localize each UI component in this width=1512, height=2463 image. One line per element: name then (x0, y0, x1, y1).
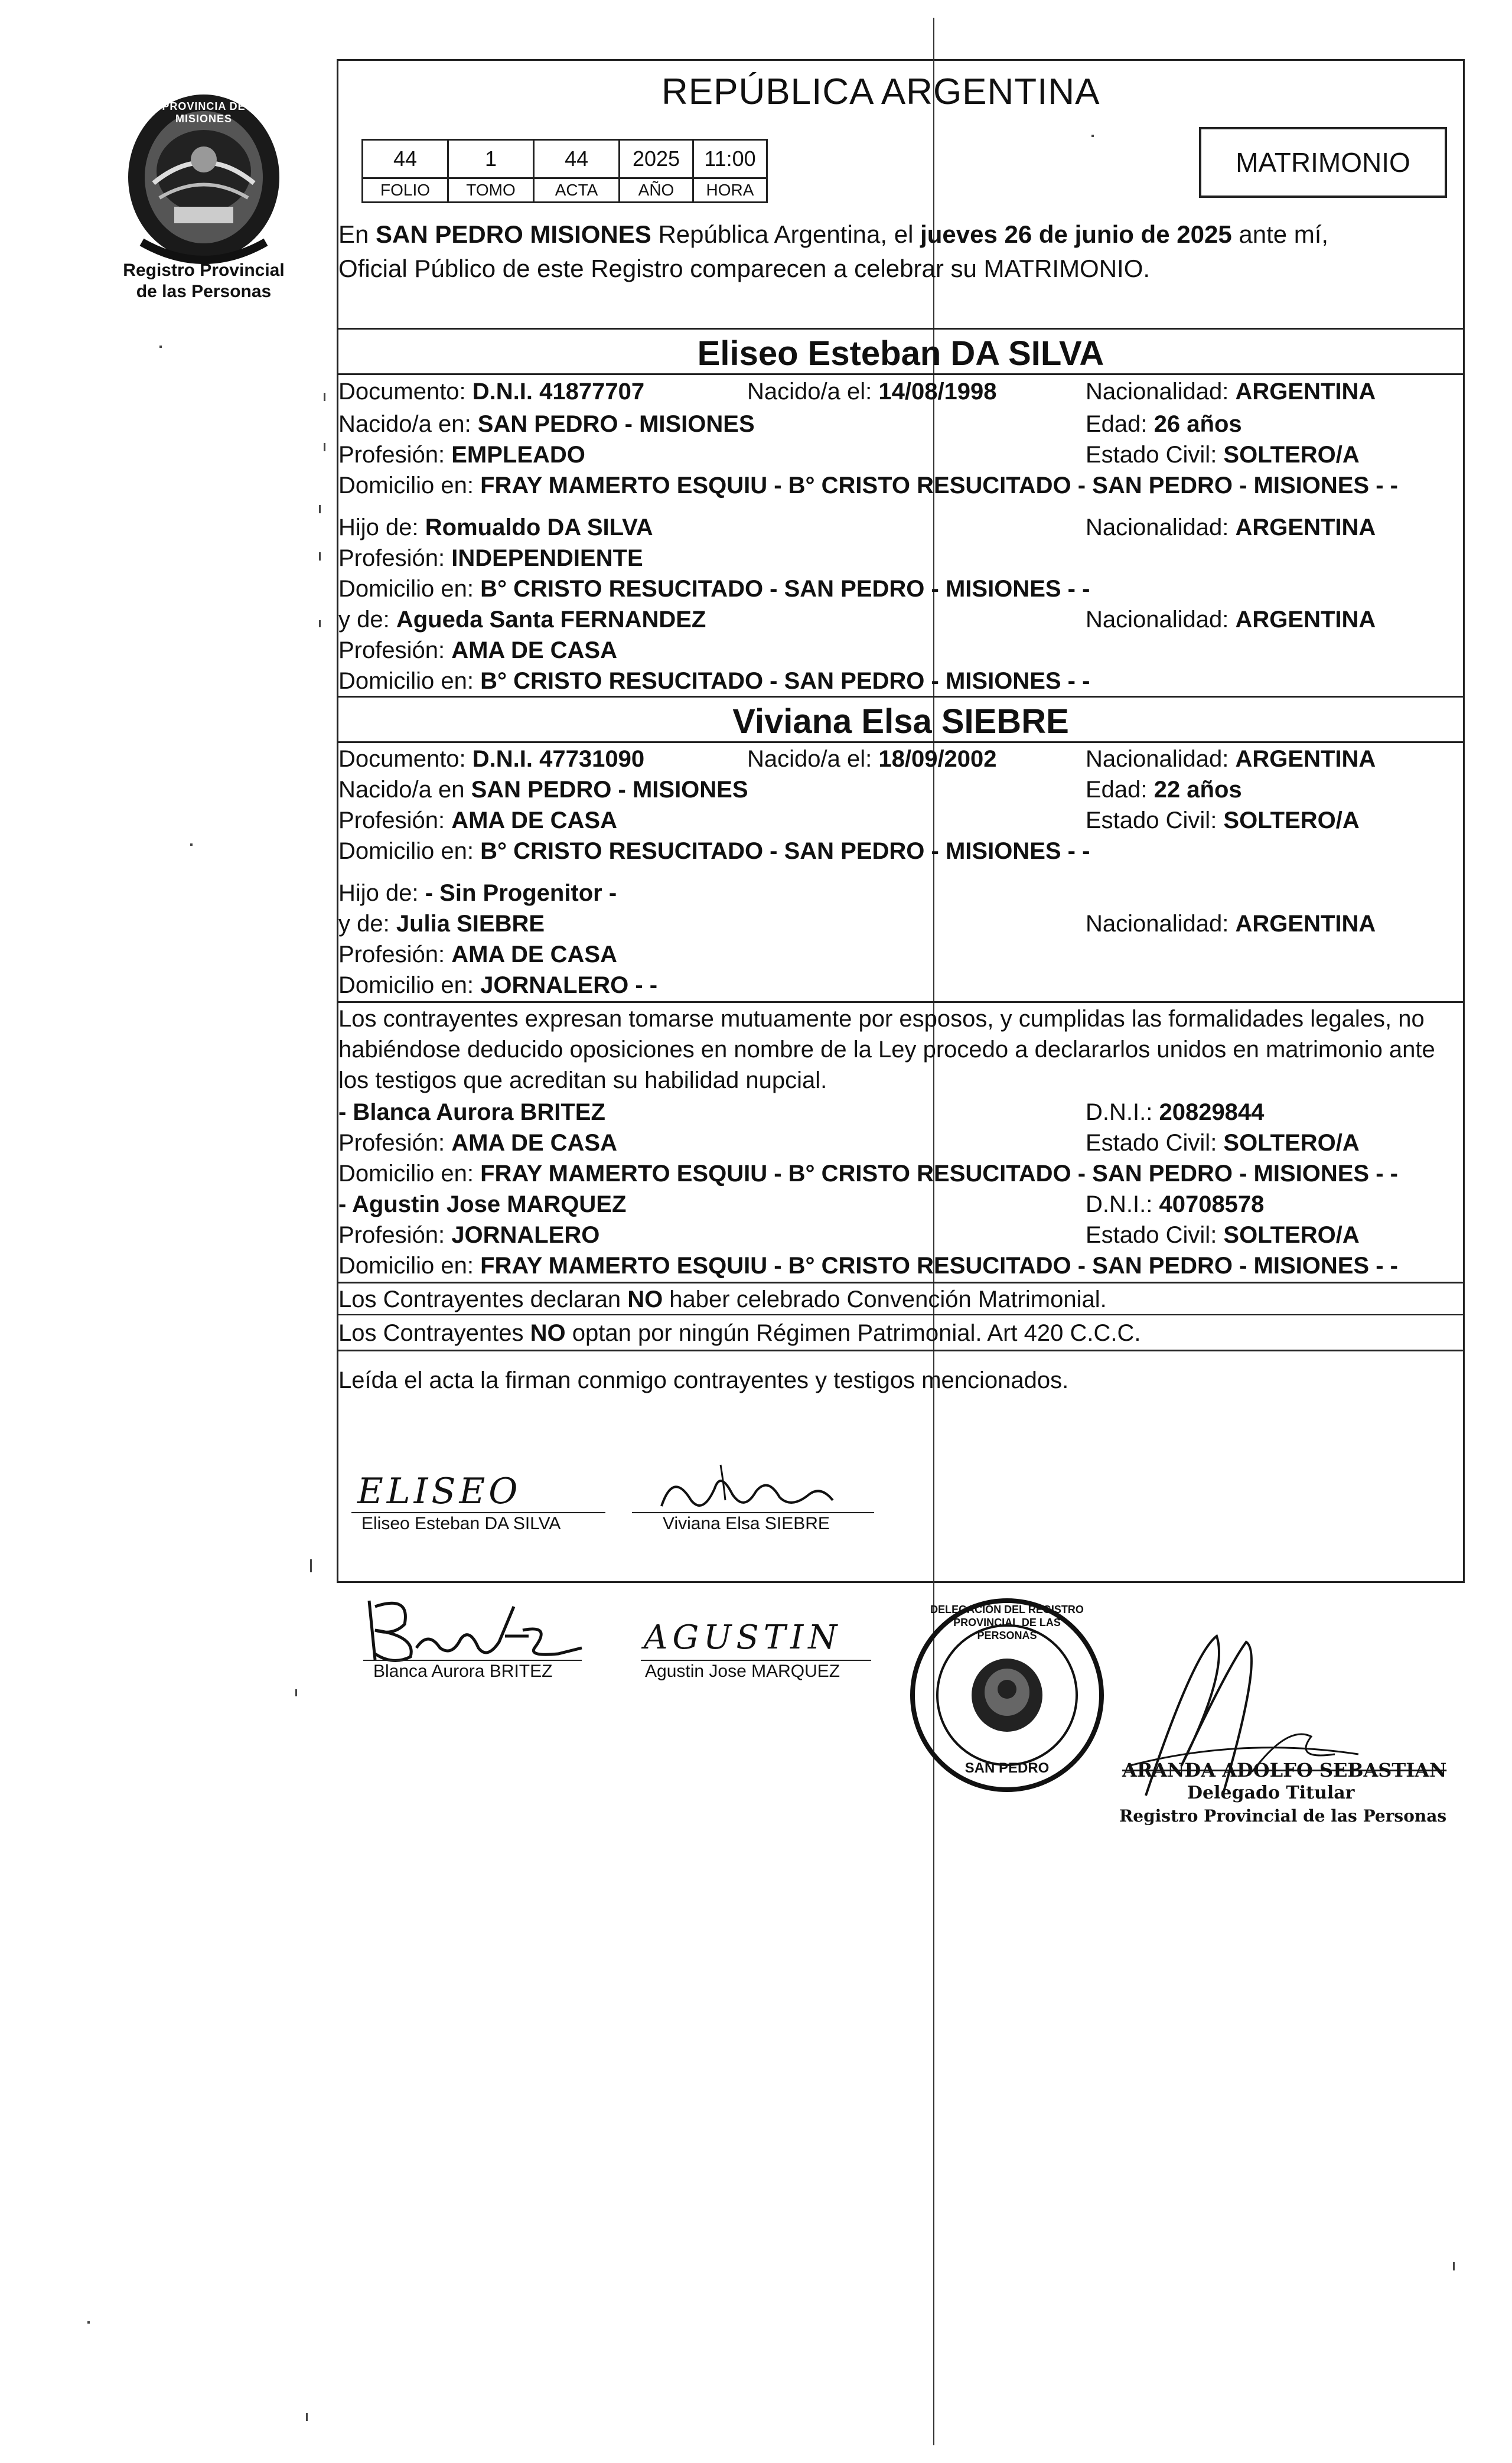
registry-name-line1: Registro Provincial (123, 260, 285, 280)
regime-note-no: NO (530, 1320, 566, 1346)
intro-text-c: ante mí, (1231, 220, 1329, 248)
signature-line-agustin (641, 1660, 871, 1661)
spouse1-mother-label: y de: (338, 607, 396, 633)
scan-speck (190, 843, 193, 846)
spouse2-profession (338, 806, 617, 835)
witness2-prof-value: JORNALERO (451, 1222, 600, 1248)
spouse1-father-address (338, 574, 1090, 604)
record-hour-value: 11:00 (693, 140, 767, 178)
record-year-value: 2025 (620, 140, 693, 178)
spouse1-prof-label: Profesión: (338, 442, 452, 468)
spouse1-father-value: Romualdo DA SILVA (425, 514, 653, 540)
scan-speck (319, 620, 321, 627)
record-hour-label: HORA (693, 178, 767, 203)
spouse1-father-prof-label: Profesión: (338, 545, 452, 571)
signature-blanca (357, 1583, 594, 1672)
spouse2-doc-label: Documento: (338, 746, 472, 772)
spouse1-father (338, 513, 653, 542)
witness2-prof-label: Profesión: (338, 1222, 452, 1248)
read-note: Leída el acta la firman conmigo contrayentes y testigos mencionados. (338, 1367, 1069, 1393)
spouse2-mother (338, 909, 545, 939)
divider-spouse2 (337, 741, 1465, 743)
spouse2-born-value: SAN PEDRO - MISIONES (471, 777, 748, 803)
signature-line-viviana (632, 1512, 874, 1513)
witness1-dni (1086, 1097, 1264, 1127)
spouse1-doc-value: D.N.I. 41877707 (472, 379, 645, 405)
spouse2-nationality (1086, 744, 1376, 774)
witness2-addr-label: Domicilio en: (338, 1253, 481, 1279)
scan-speck (159, 346, 162, 348)
divider-declaration (337, 1001, 1465, 1003)
spouse1-birth-label: Nacido/a el: (747, 379, 879, 405)
spouse2-mother-value: Julia SIEBRE (396, 911, 545, 937)
witness1-addr-label: Domicilio en: (338, 1161, 481, 1187)
declaration-line3: los testigos que acreditan su habilidad nupcial. (338, 1067, 827, 1093)
spouse2-birthdate (747, 744, 997, 774)
spouse2-mother-addr-label: Domicilio en: (338, 972, 481, 998)
scan-speck (324, 443, 325, 451)
official-stamp (904, 1595, 1110, 1796)
spouse2-name: Viviana Elsa SIEBRE (732, 702, 1069, 741)
spouse1-father-addr-value: B° CRISTO RESUCITADO - SAN PEDRO - MISIONES - - (480, 576, 1090, 602)
spouse1-mother-nationality (1086, 605, 1376, 634)
spouse2-born-label: Nacido/a en (338, 777, 471, 803)
scan-speck (319, 505, 321, 513)
witness1-civil-value: SOLTERO/A (1223, 1130, 1360, 1156)
spouse1-nationality (1086, 377, 1376, 406)
spouse1-address (338, 471, 1398, 500)
spouse1-mother-value: Agueda Santa FERNANDEZ (396, 607, 706, 633)
spouse1-age-value: 26 años (1153, 411, 1242, 437)
convention-note-text-a: Los Contrayentes declaran (338, 1286, 628, 1312)
spouse1-birthplace (338, 409, 755, 439)
doc-type-label: MATRIMONIO (1236, 147, 1410, 178)
spouse2-mother-nat-value: ARGENTINA (1235, 911, 1376, 937)
witness2-dni-value: 40708578 (1159, 1191, 1265, 1217)
spouse1-profession (338, 440, 585, 470)
spouse1-mother (338, 605, 706, 634)
witness1-civil-status (1086, 1128, 1360, 1158)
signature-label-blanca: Blanca Aurora BRITEZ (373, 1661, 553, 1681)
record-acta-value: 44 (534, 140, 620, 178)
declaration-line2: habiéndose deducido oposiciones en nombre de la Ley procedo a declararlos unidos en matrimonio ante (338, 1037, 1435, 1063)
spouse1-father-profession (338, 543, 643, 573)
spouse1-father-addr-label: Domicilio en: (338, 576, 481, 602)
spouse1-document (338, 377, 644, 406)
convention-note-text-b: haber celebrado Convención Matrimonial. (663, 1286, 1107, 1312)
witness2-civil-label: Estado Civil: (1086, 1222, 1224, 1248)
spouse1-mother-nat-value: ARGENTINA (1235, 607, 1376, 633)
registry-logo (118, 89, 289, 266)
intro-line2: Oficial Público de este Registro comparecen a celebrar su MATRIMONIO. (338, 255, 1151, 282)
intro-text-a: En (338, 220, 376, 248)
scan-speck (310, 1559, 312, 1572)
convention-note-no: NO (627, 1286, 663, 1312)
spouse1-age (1086, 409, 1242, 439)
spouse2-address (338, 836, 1090, 866)
signature-agustin: AGUSTIN (644, 1618, 842, 1657)
regime-note-text-b: optan por ningún Régimen Patrimonial. Art 420 C.C.C. (565, 1320, 1141, 1346)
registry-name-line2: de las Personas (136, 282, 272, 301)
witness2-name (338, 1190, 626, 1219)
spouse1-addr-value: FRAY MAMERTO ESQUIU - B° CRISTO RESUCITADO - SAN PEDRO - MISIONES - - (480, 473, 1398, 499)
spouse1-father-label: Hijo de: (338, 514, 425, 540)
spouse2-prof-label: Profesión: (338, 807, 452, 833)
witness1-name (338, 1097, 605, 1127)
official-title: Delegado Titular (1187, 1783, 1355, 1803)
witness1-dni-label: D.N.I.: (1086, 1099, 1159, 1125)
signature-label-agustin: Agustin Jose MARQUEZ (645, 1661, 840, 1681)
scan-speck (324, 393, 325, 401)
witness1-name-value: - Blanca Aurora BRITEZ (338, 1099, 605, 1125)
spouse2-prof-value: AMA DE CASA (451, 807, 617, 833)
scan-speck (87, 2321, 90, 2324)
spouse1-father-nationality (1086, 513, 1376, 542)
spouse2-mother-label: y de: (338, 911, 396, 937)
spouse2-father-value: - Sin Progenitor - (425, 880, 617, 906)
signature-eliseo: ELISEO (357, 1471, 522, 1512)
witness2-addr-value: FRAY MAMERTO ESQUIU - B° CRISTO RESUCITADO - SAN PEDRO - MISIONES - - (480, 1253, 1398, 1279)
spouse2-mother-nat-label: Nacionalidad: (1086, 911, 1236, 937)
witness2-civil-value: SOLTERO/A (1223, 1222, 1360, 1248)
scan-speck (295, 1689, 297, 1696)
stamp-text-bottom: SAN PEDRO (964, 1760, 1050, 1776)
spouse2-nat-label: Nacionalidad: (1086, 746, 1236, 772)
spouse2-age (1086, 775, 1242, 804)
spouse2-father (338, 878, 617, 908)
scan-speck (306, 2413, 308, 2421)
scan-speck (319, 552, 321, 561)
witness2-profession (338, 1220, 599, 1250)
spouse1-father-nat-value: ARGENTINA (1235, 514, 1376, 540)
record-tomo-value: 1 (448, 140, 534, 178)
witness2-address (338, 1251, 1398, 1281)
spouse2-document (338, 744, 644, 774)
spouse1-nat-value: ARGENTINA (1235, 379, 1376, 405)
signature-label-eliseo: Eliseo Esteban DA SILVA (361, 1514, 561, 1533)
signature-label-viviana: Viviana Elsa SIEBRE (663, 1514, 830, 1533)
spouse2-civil-value: SOLTERO/A (1223, 807, 1360, 833)
scan-speck (1453, 2262, 1455, 2270)
witness1-civil-label: Estado Civil: (1086, 1130, 1224, 1156)
divider-convention (337, 1314, 1465, 1315)
witness1-prof-value: AMA DE CASA (451, 1130, 617, 1156)
intro-date: jueves 26 de junio de 2025 (920, 220, 1232, 248)
spouse2-civil-status (1086, 806, 1360, 835)
record-year-label: AÑO (620, 178, 693, 203)
spouse1-addr-label: Domicilio en: (338, 473, 481, 499)
signature-viviana (650, 1459, 845, 1518)
spouse1-birthdate (747, 377, 997, 406)
divider-spouse1 (337, 373, 1465, 375)
record-table (361, 139, 768, 203)
spouse1-nat-label: Nacionalidad: (1086, 379, 1236, 405)
intro-line1 (338, 219, 1328, 250)
witness1-addr-value: FRAY MAMERTO ESQUIU - B° CRISTO RESUCITADO - SAN PEDRO - MISIONES - - (480, 1161, 1398, 1187)
spouse1-father-nat-label: Nacionalidad: (1086, 514, 1236, 540)
spouse2-age-value: 22 años (1153, 777, 1242, 803)
spouse2-father-label: Hijo de: (338, 880, 425, 906)
witness2-dni (1086, 1190, 1264, 1219)
spouse2-mother-address (338, 970, 657, 1000)
spouse2-birthplace (338, 775, 748, 804)
witness2-dni-label: D.N.I.: (1086, 1191, 1159, 1217)
spouse1-civil-status (1086, 440, 1360, 470)
spouse1-age-label: Edad: (1086, 411, 1154, 437)
spouse1-birth-value: 14/08/1998 (878, 379, 997, 405)
record-tomo-label: TOMO (448, 178, 534, 203)
divider-notes (337, 1282, 1465, 1283)
spouse2-addr-value: B° CRISTO RESUCITADO - SAN PEDRO - MISIONES - - (480, 838, 1090, 864)
spouse1-mother-address (338, 666, 1090, 696)
spouse1-mother-prof-label: Profesión: (338, 637, 452, 663)
regime-note (338, 1318, 1141, 1348)
official-name: ARANDA ADOLFO SEBASTIAN (1122, 1759, 1447, 1781)
spouse2-mother-nationality (1086, 909, 1376, 939)
witness1-dni-value: 20829844 (1159, 1099, 1265, 1125)
spouse1-prof-value: EMPLEADO (451, 442, 585, 468)
spouse1-father-prof-value: INDEPENDIENTE (451, 545, 643, 571)
spouse2-mother-addr-value: JORNALERO - - (480, 972, 658, 998)
spouse2-nat-value: ARGENTINA (1235, 746, 1376, 772)
spouse2-civil-label: Estado Civil: (1086, 807, 1224, 833)
convention-note (338, 1285, 1107, 1314)
spouse1-born-label: Nacido/a en: (338, 411, 478, 437)
seal-text: PROVINCIA DE MISIONES (162, 100, 246, 125)
page-title: REPÚBLICA ARGENTINA (662, 71, 1100, 112)
spouse1-doc-label: Documento: (338, 379, 472, 405)
spouse1-mother-nat-label: Nacionalidad: (1086, 607, 1236, 633)
spouse1-name: Eliseo Esteban DA SILVA (697, 334, 1104, 373)
spouse1-mother-prof-value: AMA DE CASA (451, 637, 617, 663)
witness2-name-value: - Agustin Jose MARQUEZ (338, 1191, 627, 1217)
declaration-line1: Los contrayentes expresan tomarse mutuamente por esposos, y cumplidas las formalidades legales, no (338, 1006, 1425, 1032)
registry-name (106, 260, 301, 302)
spouse2-addr-label: Domicilio en: (338, 838, 481, 864)
record-folio-value: 44 (363, 140, 448, 178)
doc-type-badge (1199, 127, 1447, 198)
spouse2-doc-value: D.N.I. 47731090 (472, 746, 645, 772)
witness1-address (338, 1159, 1398, 1188)
spouse2-mother-profession (338, 940, 617, 969)
spouse1-mother-profession (338, 636, 617, 665)
divider-read (337, 1350, 1465, 1351)
witness2-civil-status (1086, 1220, 1360, 1250)
spouse1-mother-addr-label: Domicilio en: (338, 668, 481, 694)
witness1-prof-label: Profesión: (338, 1130, 452, 1156)
divider-spouse2-top (337, 696, 1465, 698)
stamp-text-top: DELEGACIÓN DEL REGISTRO PROVINCIAL DE LAS PERSONAS (930, 1604, 1084, 1641)
spouse2-birth-label: Nacido/a el: (747, 746, 879, 772)
intro-place: SAN PEDRO MISIONES (376, 220, 651, 248)
scan-speck (1091, 135, 1094, 137)
divider-header (337, 328, 1465, 330)
spouse2-mother-prof-value: AMA DE CASA (451, 941, 617, 967)
witness1-profession (338, 1128, 617, 1158)
record-folio-label: FOLIO (363, 178, 448, 203)
spouse1-civil-value: SOLTERO/A (1223, 442, 1360, 468)
spouse2-age-label: Edad: (1086, 777, 1154, 803)
spouse1-civil-label: Estado Civil: (1086, 442, 1224, 468)
signature-line-eliseo (351, 1512, 605, 1513)
spouse1-mother-addr-value: B° CRISTO RESUCITADO - SAN PEDRO - MISIONES - - (480, 668, 1090, 694)
signature-line-blanca (363, 1660, 582, 1661)
spouse2-birth-value: 18/09/2002 (878, 746, 997, 772)
spouse1-born-value: SAN PEDRO - MISIONES (477, 411, 755, 437)
official-organization: Registro Provincial de las Personas (1119, 1806, 1447, 1826)
record-acta-label: ACTA (534, 178, 620, 203)
spouse2-mother-prof-label: Profesión: (338, 941, 452, 967)
regime-note-text-a: Los Contrayentes (338, 1320, 530, 1346)
intro-text-b: República Argentina, el (651, 220, 921, 248)
